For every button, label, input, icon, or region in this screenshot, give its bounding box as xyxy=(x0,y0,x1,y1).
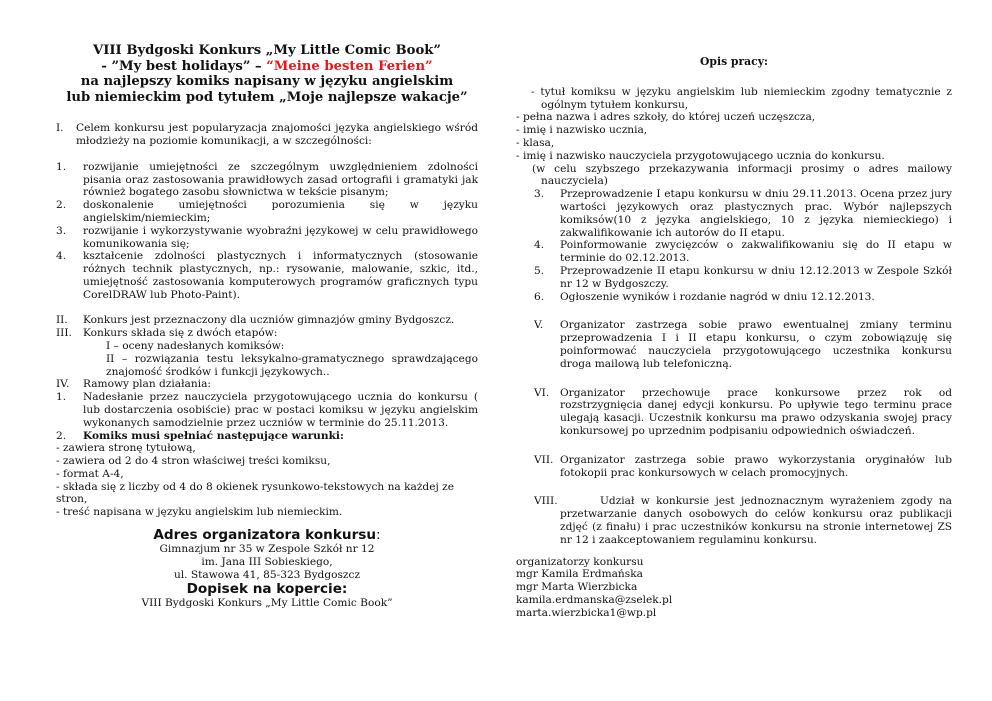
organizers-line: organizatorzy konkursu xyxy=(516,555,644,568)
address-line: im. Jana III Sobieskiego, xyxy=(201,555,333,568)
section-i: I. Celem konkursu jest popularyzacja znajomości języka angielskiego wśród młodzieży na poziomie komunikacji, a w szczególności: xyxy=(56,122,478,148)
plan-item-1: 1. Nadesłanie przez nauczyciela przygotowującego ucznia do konkursu ( lub dostarczenia osobiście) prac w postaci komiksu w języku angielskim wykonanych samodzielnie przez uczniów w terminie do 25.11.2013. xyxy=(56,391,478,429)
goal-item: 2. doskonalenie umiejętności porozumienia się w języku angielskim/niemieckim; xyxy=(56,199,478,224)
section-viii: VIII. Udział w konkursie jest jednoznacznym wyrażeniem zgody na przetwarzanie danych osobowych do celów konkursu oraz publikacji zdjęć (z finału) i prac uczestników konkursu na stronie internetowej ZS nr 12 i zaakceptowaniem regulaminu konkursu. xyxy=(534,495,952,546)
title-line-3: na najlepszy komiks napisany w języku angielskim xyxy=(80,74,454,90)
envelope-heading: Dopisek na kopercie: xyxy=(186,581,348,598)
title-line-4: lub niemieckim pod tytułem „Moje najlepsze wakacje” xyxy=(66,89,468,105)
left-column xyxy=(56,0,478,610)
list-item: - zawiera stronę tytułową, xyxy=(56,442,196,455)
conditions-list xyxy=(56,442,478,519)
list-item: - imię i nazwisko ucznia, xyxy=(516,124,648,137)
list-item: - zawiera od 2 do 4 stron właściwej treści komiksu, xyxy=(56,455,331,468)
description-heading: Opis pracy: xyxy=(700,55,768,68)
right-column xyxy=(516,0,952,619)
list-item: - składa się z liczby od 4 do 8 okienek rysunkowo-tekstowych na każdej ze stron, xyxy=(56,480,454,506)
address-line: Gimnazjum nr 35 w Zespole Szkół nr 12 xyxy=(159,543,375,556)
description-note: (w celu szybszego przekazywania informacji prosimy o adres mailowy nauczyciela) xyxy=(532,162,952,188)
organizers-block xyxy=(516,556,952,620)
envelope-line: VIII Bydgoski Konkurs „My Little Comic Book” xyxy=(141,597,393,610)
section-v: V. Organizator zastrzega sobie prawo ewentualnej zmiany terminu przeprowadzenia I i II etapu konkursu, o czym zobowiązuję się poinformować nauczyciela przygotowującego uczestnika konkursu droga mailową lub telefoniczną. xyxy=(534,319,952,370)
organizers-line: mgr Kamila Erdmańska xyxy=(516,568,643,581)
address-heading: Adres organizatora konkursu: xyxy=(153,527,381,544)
section-iv: IV. Ramowy plan działania: xyxy=(56,378,211,391)
list-item: - imię i nazwisko nauczyciela przygotowującego ucznia do konkursu. xyxy=(516,149,885,162)
stage-1: I – oceny nadesłanych komiksów: xyxy=(106,339,285,352)
list-item: - format A-4, xyxy=(56,467,124,480)
goal-item: 3. rozwijanie i wykorzystywanie wyobraźni językowej w celu prawidłowego komunikowania się; xyxy=(56,224,478,250)
title-line-1: VIII Bydgoski Konkurs „My Little Comic Book” xyxy=(92,43,441,58)
title-german: “Meine besten Ferien” xyxy=(266,58,433,74)
section-vii: VII. Organizator zastrzega sobie prawo wykorzystania oryginałów lub fotokopii prac konkursowych w celach promocyjnych. xyxy=(534,453,952,479)
organizers-line: mgr Marta Wierzbicka xyxy=(516,581,638,594)
email-link[interactable]: marta.wierzbicka1@wp.pl xyxy=(516,606,657,619)
list-item: - tytuł komiksu w języku angielskim lub niemieckim zgodny tematycznie z ogólnym tytułem konkursu, xyxy=(531,85,952,111)
step-item: 5. Przeprowadzenie II etapu konkursu w dniu 12.12.2013 w Zespole Szkół nr 12 w Bydgoszczy. xyxy=(534,264,952,290)
section-vi: VI. Organizator przechowuje prace konkursowe przez rok od rozstrzygnięcia danej edycji konkursu. Po upływie tego terminu prace ulegają kasacji. Uczestnik konkursu ma prawo odzyskania swojej pracy konkursowej po uprzednim podpisaniu odpowiednich oświadczeń. xyxy=(534,386,952,437)
plan-item-2: 2. Komiks musi spełniać następujące warunki: xyxy=(56,429,344,442)
section-ii: II. Konkurs jest przeznaczony dla uczniów gimnazjów gminy Bydgoszcz. xyxy=(56,314,455,327)
step-item: 4. Poinformowanie zwycięzców o zakwalifikowaniu się do II etapu w terminie do 02.12.2013. xyxy=(534,239,952,265)
title-line-2: - ”My best holidays” – “Meine besten Ferien” xyxy=(101,58,433,74)
goal-item: 1. rozwijanie umiejętności ze szczególnym uwzględnieniem zdolności pisania oraz zastosowania prawidłowych zasad ortografii i gramatyki jak również bogatego zasobu słownictwa w tekście pisanym; xyxy=(56,160,478,199)
step-item: 3. Przeprowadzenie I etapu konkursu w dniu 29.11.2013. Ocena przez jury wartości językowych oraz plastycznych prac. Wybór najlepszych komiksów(10 z języka angielskiego, 10 z języka niemieckiego) i zakwalifikowanie ich autorów do II etapu. xyxy=(534,188,952,239)
list-item: - pełna nazwa i adres szkoły, do której uczeń uczęszcza, xyxy=(516,111,816,124)
list-item: - klasa, xyxy=(516,136,555,149)
goal-item: 4. kształcenie zdolności plastycznych i informatycznych (stosowanie różnych technik plastycznych, np.: rysowanie, malowanie, szkic, itd., umiejętność zastosowania komputerowych programów graficznych typu CorelDRAW lub Photo-Paint). xyxy=(56,250,478,301)
stage-2: II – rozwiązania testu leksykalno-gramatycznego sprawdzającego znajomość środków i funkcji językowych.. xyxy=(106,352,478,378)
document-title xyxy=(56,43,478,105)
list-item: - treść napisana w języku angielskim lub niemieckim. xyxy=(56,506,343,519)
section-iii: III. Konkurs składa się z dwóch etapów: xyxy=(56,327,278,340)
address-line: ul. Stawowa 41, 85-323 Bydgoszcz xyxy=(173,568,361,581)
email-link[interactable]: kamila.erdmanska@zselek.pl xyxy=(516,593,673,606)
step-item: 6. Ogłoszenie wyników i rozdanie nagród w dniu 12.12.2013. xyxy=(534,290,875,303)
